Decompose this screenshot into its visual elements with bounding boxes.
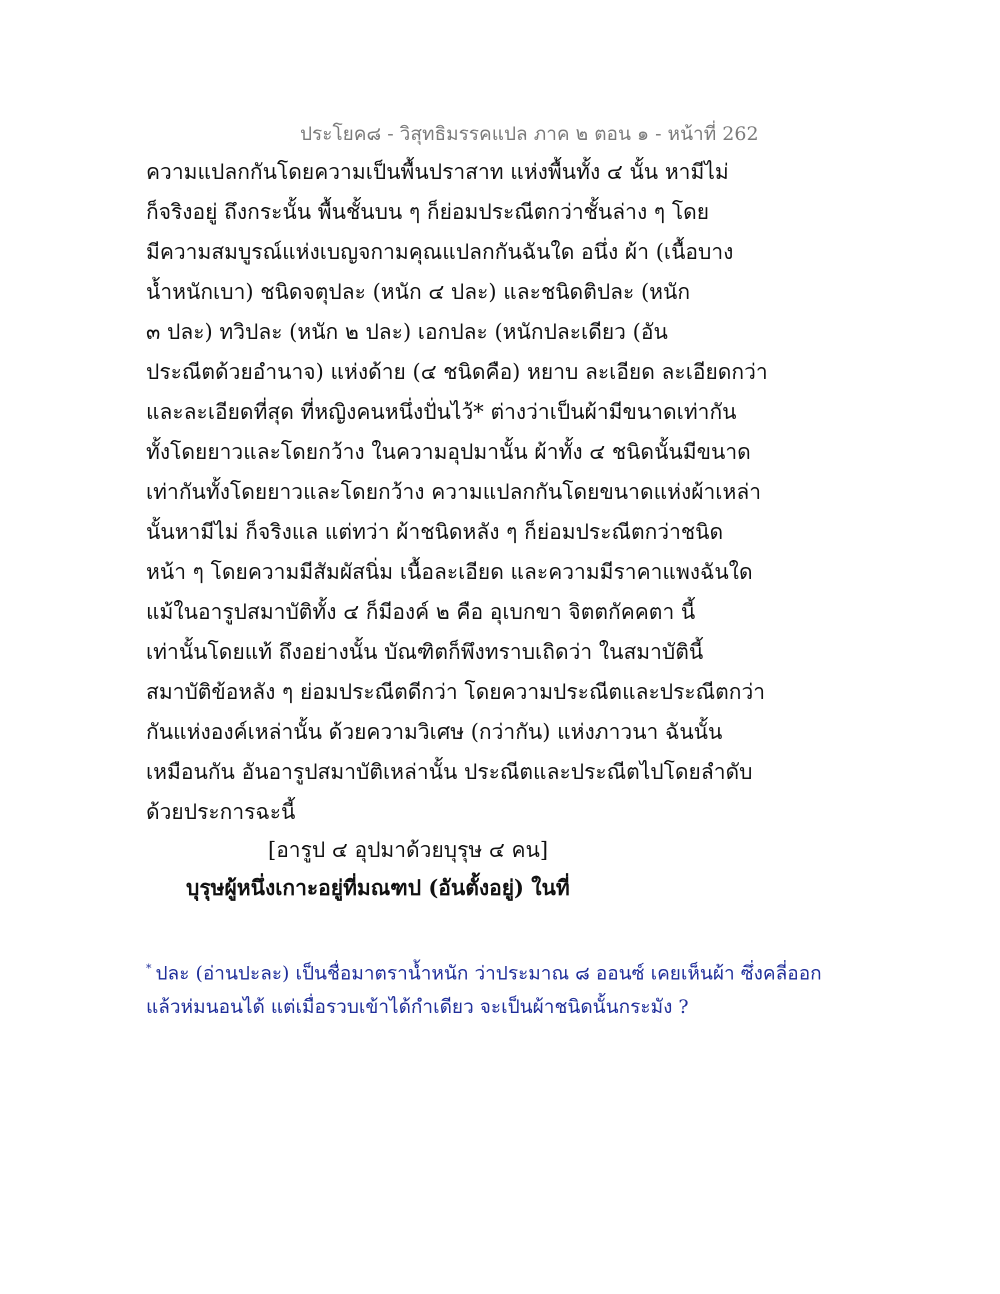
body-line: ก็จริงอยู่ ถึงกระนั้น พื้นชั้นบน ๆ ก็ย่อมประณีตกว่าชั้นล่าง ๆ โดย (146, 200, 710, 224)
body-text (146, 152, 866, 832)
body-line: มีความสมบูรณ์แห่งเบญจกามคุณแปลกกันฉันใด อนึ่ง ผ้า (เนื้อบาง (146, 240, 734, 264)
body-line: นั้นหามีไม่ ก็จริงแล แต่ทว่า ผ้าชนิดหลัง ๆ ก็ย่อมประณีตกว่าชนิด (146, 520, 724, 544)
body-line: น้ำหนักเบา) ชนิดจตุปละ (หนัก ๔ ปละ) และชนิดติปละ (หนัก (146, 280, 691, 304)
body-line: เท่านั้นโดยแท้ ถึงอย่างนั้น บัณฑิตก็พึงทราบเถิดว่า ในสมาบัตินี้ (146, 640, 704, 664)
footnote-marker: * (146, 962, 152, 975)
footnote-line: แล้วห่มนอนได้ แต่เมื่อรวบเข้าได้กำเดียว จะเป็นผ้าชนิดนั้นกระมัง ? (146, 996, 689, 1018)
body-line: ความแปลกกันโดยความเป็นพื้นปราสาท แห่งพื้นทั้ง ๔ นั้น หามีไม่ (146, 160, 729, 184)
body-line: แม้ในอารูปสมาบัติทั้ง ๔ ก็มีองค์ ๒ คือ อุเบกขา จิตตกัคคตา นี้ (146, 600, 696, 624)
body-line: หน้า ๆ โดยความมีสัมผัสนิ่ม เนื้อละเอียด และความมีราคาแพงฉันใด (146, 560, 753, 584)
footnote-line (146, 950, 866, 988)
body-line: ทั้งโดยยาวและโดยกว้าง ในความอุปมานั้น ผ้าทั้ง ๔ ชนิดนั้นมีขนาด (146, 440, 751, 464)
page-header: ประโยค๘ - วิสุทธิมรรคแปล ภาค ๒ ตอน ๑ - หน้าที่ 262 (300, 123, 759, 145)
section-heading: [อารูป ๔ อุปมาด้วยบุรุษ ๔ คน] (268, 838, 549, 862)
body-line: ประณีตด้วยอำนาจ) แห่งด้าย (๔ ชนิดคือ) หยาบ ละเอียด ละเอียดกว่า (146, 360, 768, 384)
body-line: และละเอียดที่สุด ที่หญิงคนหนึ่งปั่นไว้* ต่างว่าเป็นผ้ามีขนาดเท่ากัน (146, 400, 737, 424)
body-line: เหมือนกัน อันอารูปสมาบัติเหล่านั้น ประณีตและประณีตไปโดยลำดับ (146, 760, 753, 784)
footnote-text: ปละ (อ่านปะละ) เป็นชื่อมาตราน้ำหนัก ว่าประมาณ ๘ ออนซ์ เคยเห็นผ้า ซึ่งคลี่ออก (155, 962, 822, 985)
bold-paragraph-start: บุรุษผู้หนึ่งเกาะอยู่ที่มณฑป (อันตั้งอยู่) ในที่ (186, 875, 570, 900)
body-line: ๓ ปละ) ทวิปละ (หนัก ๒ ปละ) เอกปละ (หนักปละเดียว (อัน (146, 320, 668, 344)
body-line: ด้วยประการฉะนี้ (146, 800, 296, 824)
body-line: กันแห่งองค์เหล่านั้น ด้วยความวิเศษ (กว่ากัน) แห่งภาวนา ฉันนั้น (146, 720, 723, 744)
body-line: สมาบัติข้อหลัง ๆ ย่อมประณีตดีกว่า โดยความประณีตและประณีตกว่า (146, 680, 766, 704)
footnote (146, 950, 866, 1026)
body-line: เท่ากันทั้งโดยยาวและโดยกว้าง ความแปลกกันโดยขนาดแห่งผ้าเหล่า (146, 480, 761, 504)
